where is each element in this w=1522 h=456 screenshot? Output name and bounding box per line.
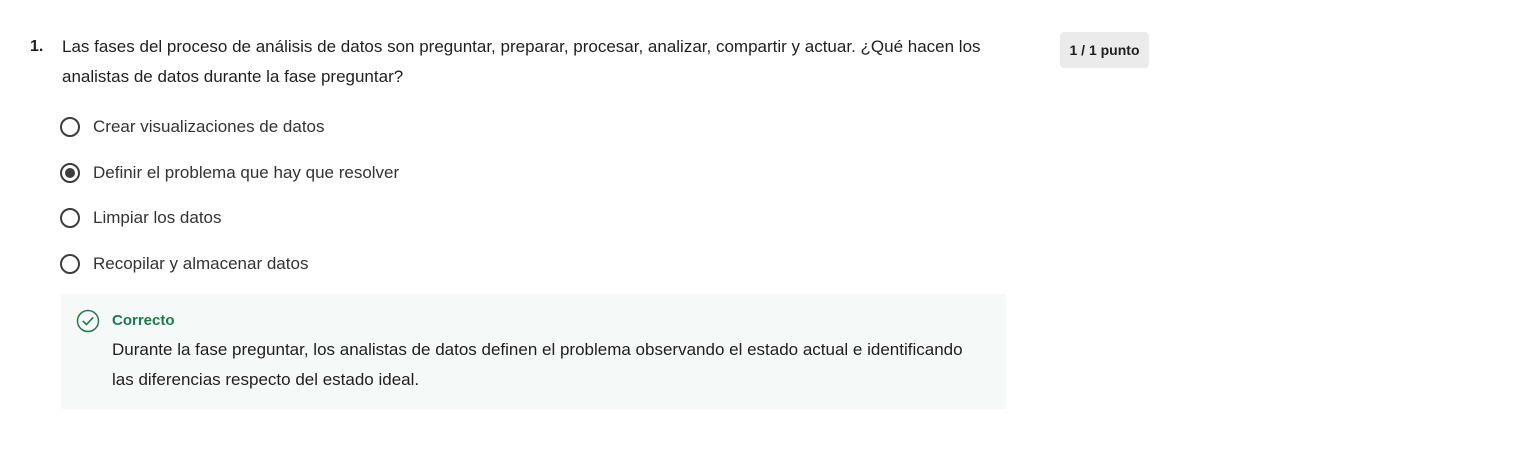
feedback-panel <box>61 294 1006 409</box>
radio-unchecked-icon[interactable] <box>60 208 80 228</box>
check-circle-icon <box>76 309 100 333</box>
points-badge: 1 / 1 punto <box>1060 32 1149 68</box>
feedback-title: Correcto <box>112 312 175 329</box>
question-text: Las fases del proceso de análisis de datos son preguntar, preparar, procesar, analizar, compartir y actuar. ¿Qué hacen los analistas de datos durante la fase preguntar? <box>62 37 981 86</box>
option-label: Recopilar y almacenar datos <box>93 253 309 273</box>
question-number: 1. <box>30 38 44 55</box>
option-limpiar-datos[interactable] <box>60 203 399 233</box>
feedback-text: Durante la fase preguntar, los analistas de datos definen el problema observando el estado actual e identificando las diferencias respecto del estado ideal. <box>112 340 963 389</box>
answer-options <box>60 112 399 294</box>
option-label: Crear visualizaciones de datos <box>93 117 325 136</box>
option-crear-visualizaciones[interactable] <box>60 112 399 142</box>
option-recopilar-datos[interactable] <box>60 249 399 279</box>
radio-unchecked-icon[interactable] <box>60 117 80 137</box>
option-definir-problema[interactable] <box>60 158 399 188</box>
radio-unchecked-icon[interactable] <box>60 254 80 274</box>
radio-checked-icon[interactable] <box>60 163 80 183</box>
option-label: Limpiar los datos <box>93 208 222 227</box>
option-label: Definir el problema que hay que resolver <box>93 162 400 182</box>
